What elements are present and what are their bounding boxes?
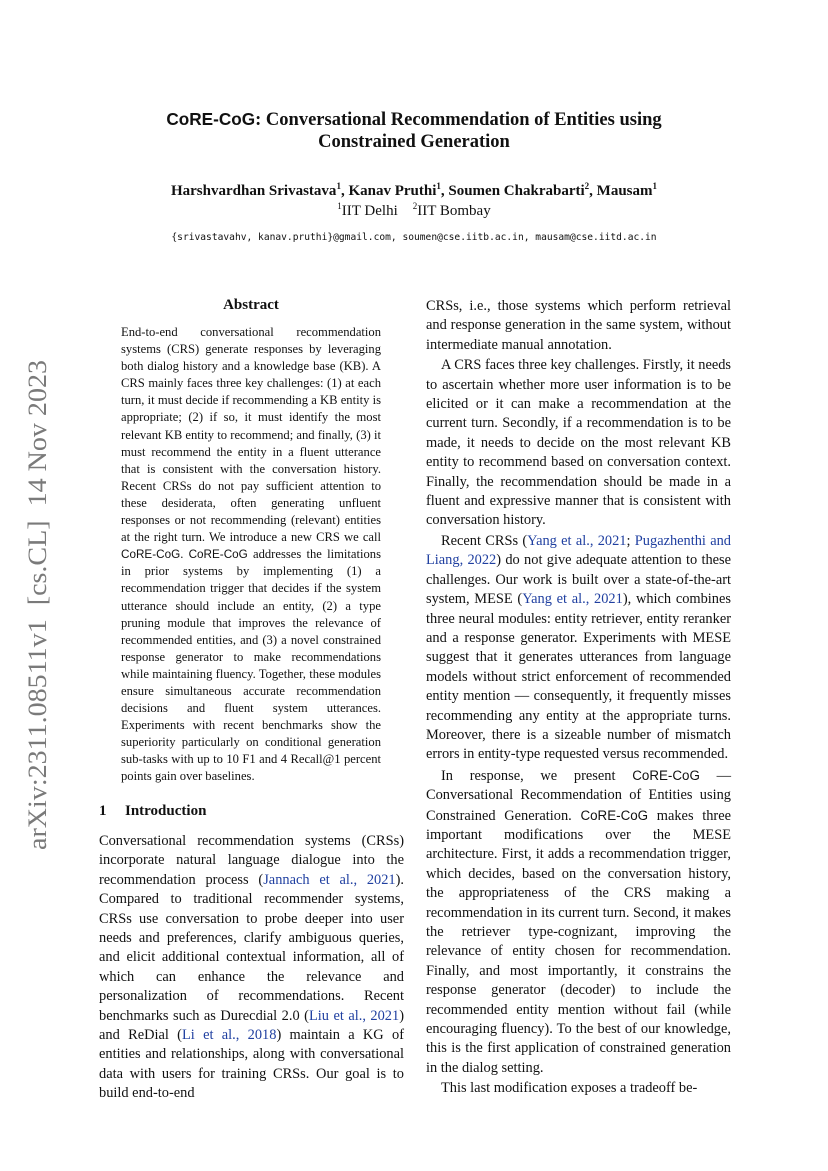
body-text: ), which combines three neural modules: entity retriever, entity reranker and a response generator. Experiments with MESE suggest that it generates utterances from language models without strict enforcement of recommended entity mention — consequently, it frequently misses recommending any entity at the appropriate turns. Moreover, there is a sizeable number of mismatch errors in entity-type requested versus recommended. — [426, 591, 731, 763]
body-text: This last modification exposes a tradeoff be- — [441, 1080, 698, 1097]
body-text: ) maintain a KG of entities and relationships, along with conversational data with users for training CRSs. Our goal is to build end-to-end — [99, 1027, 405, 1102]
body-text: End-to-end conversational recommendation systems (CRS) generate responses by leveraging both dialog history and a knowledge base (KB). A CRS mainly faces three key challenges: (1) at each turn, it must decide if recommending a KB entity is appropriate; (2) if so, it must identify the most relevant KB entity to recommend; and finally, (3) it must recommend the entity in a fluent utterance that is consistent with the conversation history. Recent CRSs do not pay sufficient attention to these desiderata, often generating unfluent responses or not recommending (relevant) entities at the right turn. We introduce a new CRS we call — [121, 325, 381, 545]
body-text: CRSs, i.e., those systems which perform retrieval and response generation in the same system, without intermediate manual annotation. — [426, 298, 731, 353]
body-text: In response, we present — [441, 767, 633, 784]
author-name: Kanav Pruthi — [348, 183, 437, 199]
author-name: Soumen Chakrabarti — [448, 183, 585, 199]
author-name: Harshvardhan Srivastava — [170, 183, 337, 199]
affiliation-marker: 1 — [337, 201, 342, 211]
paragraph — [426, 297, 731, 355]
affiliation-marker: 1 — [652, 181, 657, 191]
title-line2: Constrained Generation — [318, 132, 510, 152]
citation-link[interactable]: Yang et al., 2021 — [527, 532, 627, 549]
paragraph — [426, 766, 731, 1079]
arxiv-stamp — [22, 360, 52, 850]
section-title: Introduction — [125, 803, 207, 819]
system-name: CoRE-CoG — [632, 767, 700, 783]
author-separator: , — [440, 183, 449, 199]
affiliation-marker: 1 — [336, 181, 341, 191]
body-text: A CRS faces three key challenges. Firstly, it needs to ascertain whether more user information is to be elicited or it can make a recommendation at the current turn. Secondly, if a recommendation is to be made, it needs to decide on the most relevant KB entity to recommend based on conversation context. Finally, the recommendation should be made in a fluent and expressive manner that is consistent with conversation history. — [426, 357, 732, 529]
citation-link[interactable]: Yang et al., 2021 — [522, 591, 623, 608]
affiliation-marker: 2 — [412, 201, 418, 211]
affiliation-name: IIT Delhi — [341, 203, 398, 219]
paragraph — [426, 532, 731, 765]
system-name: CoRE-CoG — [580, 807, 649, 823]
affiliation-marker: 1 — [436, 181, 441, 191]
affiliation-list — [80, 202, 748, 220]
body-text: . — [180, 547, 189, 562]
author-separator: , — [589, 183, 597, 199]
citation-link[interactable]: Jannach et al., 2021 — [263, 871, 396, 888]
citation-link[interactable]: Liu et al., 2021 — [308, 1007, 400, 1024]
body-text: ) and ReDial ( — [99, 1007, 404, 1044]
author-emails: {srivastavahv, kanav.pruthi}@gmail.com, soumen@cse.iitb.ac.in, mausam@cse.iitd.ac.in — [171, 232, 657, 243]
author-name: Mausam — [596, 183, 653, 199]
introduction-body — [99, 832, 404, 1104]
body-text: ) do not give adequate attention to these challenges. Our work is built over a state-of-the-art system, MESE ( — [426, 552, 732, 608]
body-text: ; — [626, 532, 635, 549]
title-line1: : Conversational Recommendation of Entities using — [255, 110, 662, 130]
citation-link[interactable]: Pugazhenthi and Liang, 2022 — [426, 532, 732, 569]
right-column-text — [426, 297, 731, 1099]
abstract-body — [121, 324, 381, 786]
system-name: CoRE-CoG — [121, 548, 181, 562]
paragraph — [426, 1079, 731, 1098]
citation-link[interactable]: Li et al., 2018 — [181, 1027, 277, 1044]
body-text: ). Compared to traditional recommender systems, CRSs use conversation to probe deeper into user needs and preferences, clarify ambiguous queries, and elicit additional contextual information, all of which can enhance the relevance and personalization of recommendations. Recent benchmarks such as Durecdial 2.0 ( — [99, 871, 404, 1024]
paragraph — [426, 356, 731, 531]
section-heading-introduction — [99, 803, 206, 820]
body-text: makes three important modifications over the MESE architecture. First, it adds a recommendation trigger, which decides, based on the conversation history, the appropriateness of the CRS making a recommendation in its current turn. Second, it makes the retriever type-cognizant, improving the relevance of entity chosen for recommendation. Finally, and most importantly, it constrains the response generator (decoder) to include the recommended entity mention without fail (while encouraging fluency). To the best of our knowledge, this is the first application of constrained generation in the dialog setting. — [426, 807, 731, 1076]
arxiv-identifier: arXiv:2311.08511v1 [cs.CL] 14 Nov 2023 — [23, 395, 52, 850]
affiliation-marker: 2 — [584, 181, 590, 191]
section-number: 1 — [99, 803, 107, 819]
body-text: — Conversational Recommendation of Entities using Constrained Generation. — [426, 767, 731, 824]
author-list — [80, 182, 748, 200]
body-text: addresses the limitations in prior systems by implementing (1) a recommendation trigger that decides if the system utterance should include an entity, (2) a type pruning module that improves the relevance of recommended entities, and (3) a novel constrained response generator to make recommendations while maintaining fluency. Together, these modules ensure simultaneous accurate recommendation decisions and fluent system utterances. Experiments with recent benchmarks show the superiority particularly on conditional generation sub-tasks with up to 10 F1 and 4 Recall@1 percent points gain over baselines. — [121, 547, 381, 784]
paper-title — [90, 108, 738, 153]
body-text: Conversational recommendation systems (CRSs) incorporate natural language dialogue into the recommendation process ( — [99, 833, 404, 888]
abstract-heading: Abstract — [223, 297, 279, 313]
author-separator: , — [340, 183, 349, 199]
affiliation-name: IIT Bombay — [417, 203, 491, 219]
body-text: Recent CRSs ( — [441, 532, 528, 549]
system-name: CoRE-CoG — [188, 548, 248, 562]
title-system-name: CoRE-CoG — [166, 109, 256, 129]
